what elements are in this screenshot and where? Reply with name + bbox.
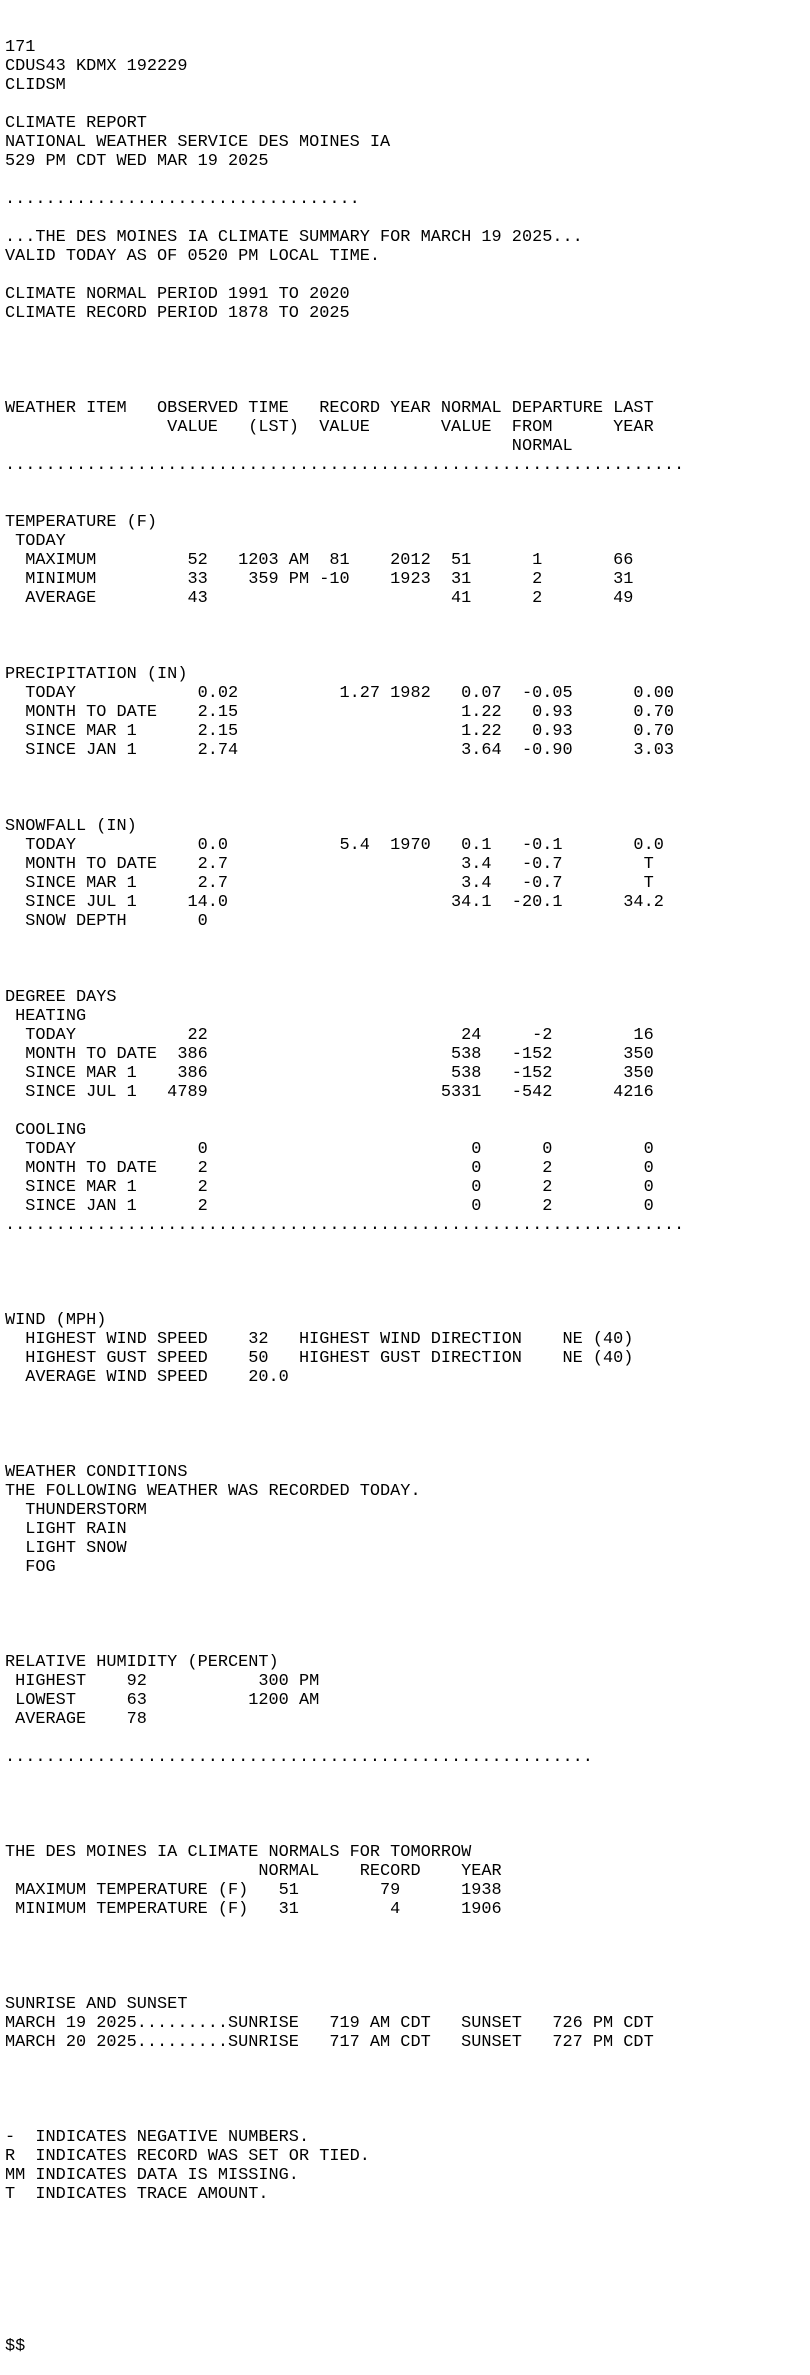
report-line: VALID TODAY AS OF 0520 PM LOCAL TIME.: [5, 247, 381, 266]
report-line: TODAY: [5, 532, 66, 551]
report-line: [5, 1235, 810, 1254]
report-line: SNOW DEPTH 0: [5, 912, 208, 931]
report-line: TEMPERATURE (F): [5, 513, 158, 532]
humidity-section: [5, 1653, 810, 1805]
report-line: NATIONAL WEATHER SERVICE DES MOINES IA: [5, 133, 391, 152]
report-line: [5, 2223, 810, 2242]
report-line: [5, 209, 810, 228]
report-line: SINCE JAN 1 2.74 3.64 -0.90 3.03: [5, 741, 674, 760]
report-line: SINCE JUL 1 4789 5331 -542 4216: [5, 1083, 654, 1102]
report-line: NORMAL: [5, 437, 573, 456]
report-line: FOG: [5, 1558, 56, 1577]
report-line: CLIMATE NORMAL PERIOD 1991 TO 2020: [5, 285, 350, 304]
report-line: WEATHER ITEM OBSERVED TIME RECORD YEAR NORMAL DEPARTURE LAST: [5, 399, 654, 418]
report-line: [5, 2242, 810, 2261]
report-line: [5, 1596, 810, 1615]
report-line: SINCE JUL 1 14.0 34.1 -20.1 34.2: [5, 893, 664, 912]
report-line: MINIMUM 33 359 PM -10 1923 31 2 31: [5, 570, 634, 589]
report-line: COOLING: [5, 1121, 87, 1140]
report-line: [5, 2280, 810, 2299]
report-line: LIGHT SNOW: [5, 1539, 127, 1558]
report-line: HIGHEST GUST SPEED 50 HIGHEST GUST DIRECTION NE (40): [5, 1349, 634, 1368]
report-line: SNOWFALL (IN): [5, 817, 137, 836]
report-line: PRECIPITATION (IN): [5, 665, 188, 684]
report-line: DEGREE DAYS: [5, 988, 117, 1007]
report-line: SUNRISE AND SUNSET: [5, 1995, 188, 2014]
report-line: T INDICATES TRACE AMOUNT.: [5, 2185, 269, 2204]
report-line: 171: [5, 38, 36, 57]
report-line: SINCE MAR 1 386 538 -152 350: [5, 1064, 654, 1083]
report-header: [5, 38, 810, 361]
snowfall-section: [5, 817, 810, 950]
report-line: MONTH TO DATE 2.7 3.4 -0.7 T: [5, 855, 654, 874]
report-line: TODAY 0 0 0 0: [5, 1140, 654, 1159]
report-line: - INDICATES NEGATIVE NUMBERS.: [5, 2128, 310, 2147]
report-line: MARCH 19 2025.........SUNRISE 719 AM CDT SUNSET 726 PM CDT: [5, 2014, 654, 2033]
wind-section: [5, 1311, 810, 1425]
report-line: [5, 1729, 810, 1748]
column-headers: [5, 399, 810, 475]
report-line: WIND (MPH): [5, 1311, 107, 1330]
report-line: [5, 1406, 810, 1425]
report-line: CLIMATE RECORD PERIOD 1878 TO 2025: [5, 304, 350, 323]
report-line: MONTH TO DATE 386 538 -152 350: [5, 1045, 654, 1064]
report-line: [5, 2071, 810, 2090]
report-line: ...THE DES MOINES IA CLIMATE SUMMARY FOR MARCH 19 2025...: [5, 228, 583, 247]
report-line: [5, 342, 810, 361]
report-line: CLIDSM: [5, 76, 66, 95]
report-line: HIGHEST WIND SPEED 32 HIGHEST WIND DIRECTION NE (40): [5, 1330, 634, 1349]
report-line: [5, 95, 810, 114]
report-line: MINIMUM TEMPERATURE (F) 31 4 1906: [5, 1900, 502, 1919]
report-line: [5, 760, 810, 779]
report-line: [5, 323, 810, 342]
report-line: CLIMATE REPORT: [5, 114, 147, 133]
report-line: THUNDERSTORM: [5, 1501, 147, 1520]
report-line: VALUE (LST) VALUE VALUE FROM YEAR: [5, 418, 654, 437]
report-line: SINCE JAN 1 2 0 2 0: [5, 1197, 654, 1216]
report-line: [5, 1387, 810, 1406]
report-line: SINCE MAR 1 2 0 2 0: [5, 1178, 654, 1197]
report-line: [5, 1254, 810, 1273]
report-line: ...................................................................: [5, 1216, 685, 1235]
report-line: [5, 931, 810, 950]
weather-conditions-section: [5, 1463, 810, 1615]
report-line: ..........................................................: [5, 1748, 593, 1767]
report-line: [5, 2261, 810, 2280]
degree-days-section: [5, 988, 810, 1273]
report-line: [5, 1577, 810, 1596]
report-line: R INDICATES RECORD WAS SET OR TIED.: [5, 2147, 370, 2166]
report-line: WEATHER CONDITIONS: [5, 1463, 188, 1482]
report-line: [5, 608, 810, 627]
report-line: MARCH 20 2025.........SUNRISE 717 AM CDT SUNSET 727 PM CDT: [5, 2033, 654, 2052]
precipitation-section: [5, 665, 810, 779]
report-line: [5, 1786, 810, 1805]
report-line: [5, 2204, 810, 2223]
report-line: 529 PM CDT WED MAR 19 2025: [5, 152, 269, 171]
report-line: ...................................................................: [5, 456, 685, 475]
report-line: RELATIVE HUMIDITY (PERCENT): [5, 1653, 279, 1672]
report-line: MM INDICATES DATA IS MISSING.: [5, 2166, 299, 2185]
report-line: LOWEST 63 1200 AM: [5, 1691, 320, 1710]
report-line: [5, 1102, 810, 1121]
report-line: MAXIMUM TEMPERATURE (F) 51 79 1938: [5, 1881, 502, 1900]
report-line: $$: [5, 2337, 26, 2356]
report-line: THE DES MOINES IA CLIMATE NORMALS FOR TOMORROW: [5, 1843, 472, 1862]
report-line: [5, 1767, 810, 1786]
report-line: NORMAL RECORD YEAR: [5, 1862, 502, 1881]
report-line: CDUS43 KDMX 192229: [5, 57, 188, 76]
report-line: [5, 1919, 810, 1938]
report-line: THE FOLLOWING WEATHER WAS RECORDED TODAY.: [5, 1482, 421, 1501]
report-line: HEATING: [5, 1007, 87, 1026]
report-line: HIGHEST 92 300 PM: [5, 1672, 320, 1691]
report-line: AVERAGE 78: [5, 1710, 147, 1729]
report-line: ...................................: [5, 190, 360, 209]
report-line: TODAY 0.0 5.4 1970 0.1 -0.1 0.0: [5, 836, 664, 855]
report-line: [5, 1938, 810, 1957]
report-footer: [5, 2337, 810, 2356]
report-line: [5, 266, 810, 285]
temperature-section: [5, 513, 810, 627]
sunrise-sunset-section: [5, 1995, 810, 2090]
report-line: AVERAGE 43 41 2 49: [5, 589, 634, 608]
report-line: MAXIMUM 52 1203 AM 81 2012 51 1 66: [5, 551, 634, 570]
report-line: SINCE MAR 1 2.7 3.4 -0.7 T: [5, 874, 654, 893]
report-line: TODAY 22 24 -2 16: [5, 1026, 654, 1045]
legend-section: [5, 2128, 810, 2299]
report-line: [5, 171, 810, 190]
report-line: TODAY 0.02 1.27 1982 0.07 -0.05 0.00: [5, 684, 674, 703]
normals-tomorrow-section: [5, 1843, 810, 1957]
report-line: SINCE MAR 1 2.15 1.22 0.93 0.70: [5, 722, 674, 741]
report-line: AVERAGE WIND SPEED 20.0: [5, 1368, 289, 1387]
report-line: LIGHT RAIN: [5, 1520, 127, 1539]
report-line: [5, 2052, 810, 2071]
report-line: MONTH TO DATE 2.15 1.22 0.93 0.70: [5, 703, 674, 722]
report-line: MONTH TO DATE 2 0 2 0: [5, 1159, 654, 1178]
